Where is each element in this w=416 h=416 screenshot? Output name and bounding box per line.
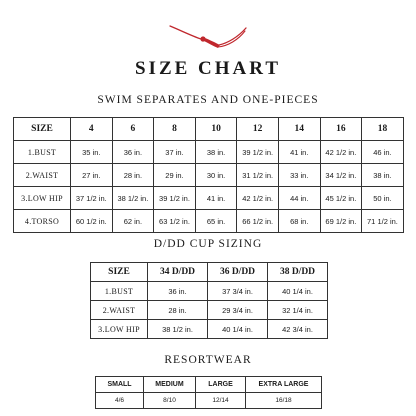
table-row [14, 210, 404, 233]
header-cell: LARGE [196, 377, 246, 393]
table-cell: 39 1/2 in. [237, 141, 279, 164]
table-cell: 63 1/2 in. [154, 210, 196, 233]
table-cell: 65 in. [195, 210, 237, 233]
table-cell: 42 1/2 in. [320, 141, 362, 164]
table-cell: 38 in. [362, 164, 404, 187]
header-cell: SIZE [14, 118, 71, 141]
table-cell: 41 in. [278, 141, 320, 164]
table-cell: 4/6 [96, 393, 144, 409]
table-cell: 31 1/2 in. [237, 164, 279, 187]
table-cell: 62 in. [112, 210, 154, 233]
header-cell: SIZE [91, 263, 148, 282]
table-cell: 28 in. [148, 301, 208, 320]
cup-section-heading: D/DD CUP SIZING [153, 238, 263, 250]
table-header-row [96, 377, 322, 393]
table-cell: 8/10 [144, 393, 196, 409]
table-row [91, 282, 328, 301]
table-cell: 34 1/2 in. [320, 164, 362, 187]
table-cell: 37 3/4 in. [208, 282, 268, 301]
table-row [96, 393, 322, 409]
table-cell: 38 1/2 in. [148, 320, 208, 339]
header-cell: 38 D/DD [268, 263, 328, 282]
table-cell: 42 1/2 in. [237, 187, 279, 210]
resortwear-size-table [95, 376, 322, 409]
table-cell: 44 in. [278, 187, 320, 210]
table-cell: 42 3/4 in. [268, 320, 328, 339]
table-cell: 28 in. [112, 164, 154, 187]
table-cell: 35 in. [71, 141, 113, 164]
header-cell: SMALL [96, 377, 144, 393]
resort-section-heading: RESORTWEAR [164, 354, 252, 366]
header-cell: EXTRA LARGE [246, 377, 322, 393]
table-row [91, 301, 328, 320]
header-cell: 16 [320, 118, 362, 141]
table-cell: 60 1/2 in. [71, 210, 113, 233]
table-cell: 38 1/2 in. [112, 187, 154, 210]
table-cell: 40 1/4 in. [268, 282, 328, 301]
table-cell: 37 1/2 in. [71, 187, 113, 210]
row-label: 1.BUST [91, 282, 148, 301]
header-cell: 4 [71, 118, 113, 141]
table-cell: 66 1/2 in. [237, 210, 279, 233]
table-cell: 29 3/4 in. [208, 301, 268, 320]
table-cell: 46 in. [362, 141, 404, 164]
table-cell: 16/18 [246, 393, 322, 409]
table-cell: 40 1/4 in. [208, 320, 268, 339]
table-row [14, 187, 404, 210]
header-cell: 34 D/DD [148, 263, 208, 282]
swim-section-heading: SWIM SEPARATES AND ONE-PIECES [97, 94, 319, 106]
table-cell: 45 1/2 in. [320, 187, 362, 210]
header-cell: 6 [112, 118, 154, 141]
table-cell: 36 in. [112, 141, 154, 164]
table-cell: 12/14 [196, 393, 246, 409]
header-cell: MEDIUM [144, 377, 196, 393]
row-label: 2.WAIST [14, 164, 71, 187]
table-cell: 38 in. [195, 141, 237, 164]
table-cell: 71 1/2 in. [362, 210, 404, 233]
row-label: 1.BUST [14, 141, 71, 164]
swim-size-table [13, 117, 404, 233]
table-cell: 32 1/4 in. [268, 301, 328, 320]
header-cell: 14 [278, 118, 320, 141]
row-label: 4.TORSO [14, 210, 71, 233]
header-cell: 10 [195, 118, 237, 141]
row-label: 3.LOW HIP [14, 187, 71, 210]
header-cell: 36 D/DD [208, 263, 268, 282]
table-header-row [91, 263, 328, 282]
table-row [91, 320, 328, 339]
table-cell: 41 in. [195, 187, 237, 210]
table-header-row [14, 118, 404, 141]
table-cell: 29 in. [154, 164, 196, 187]
row-label: 3.LOW HIP [91, 320, 148, 339]
table-cell: 37 in. [154, 141, 196, 164]
page-title: SIZE CHART [134, 58, 281, 79]
table-cell: 68 in. [278, 210, 320, 233]
table-cell: 69 1/2 in. [320, 210, 362, 233]
header-cell: 12 [237, 118, 279, 141]
table-cell: 36 in. [148, 282, 208, 301]
table-cell: 39 1/2 in. [154, 187, 196, 210]
table-cell: 50 in. [362, 187, 404, 210]
table-cell: 33 in. [278, 164, 320, 187]
table-row [14, 141, 404, 164]
diving-swimmer-logo-icon [168, 18, 248, 58]
cup-size-table [90, 262, 328, 339]
table-cell: 27 in. [71, 164, 113, 187]
row-label: 2.WAIST [91, 301, 148, 320]
header-cell: 18 [362, 118, 404, 141]
table-cell: 30 in. [195, 164, 237, 187]
header-cell: 8 [154, 118, 196, 141]
table-row [14, 164, 404, 187]
